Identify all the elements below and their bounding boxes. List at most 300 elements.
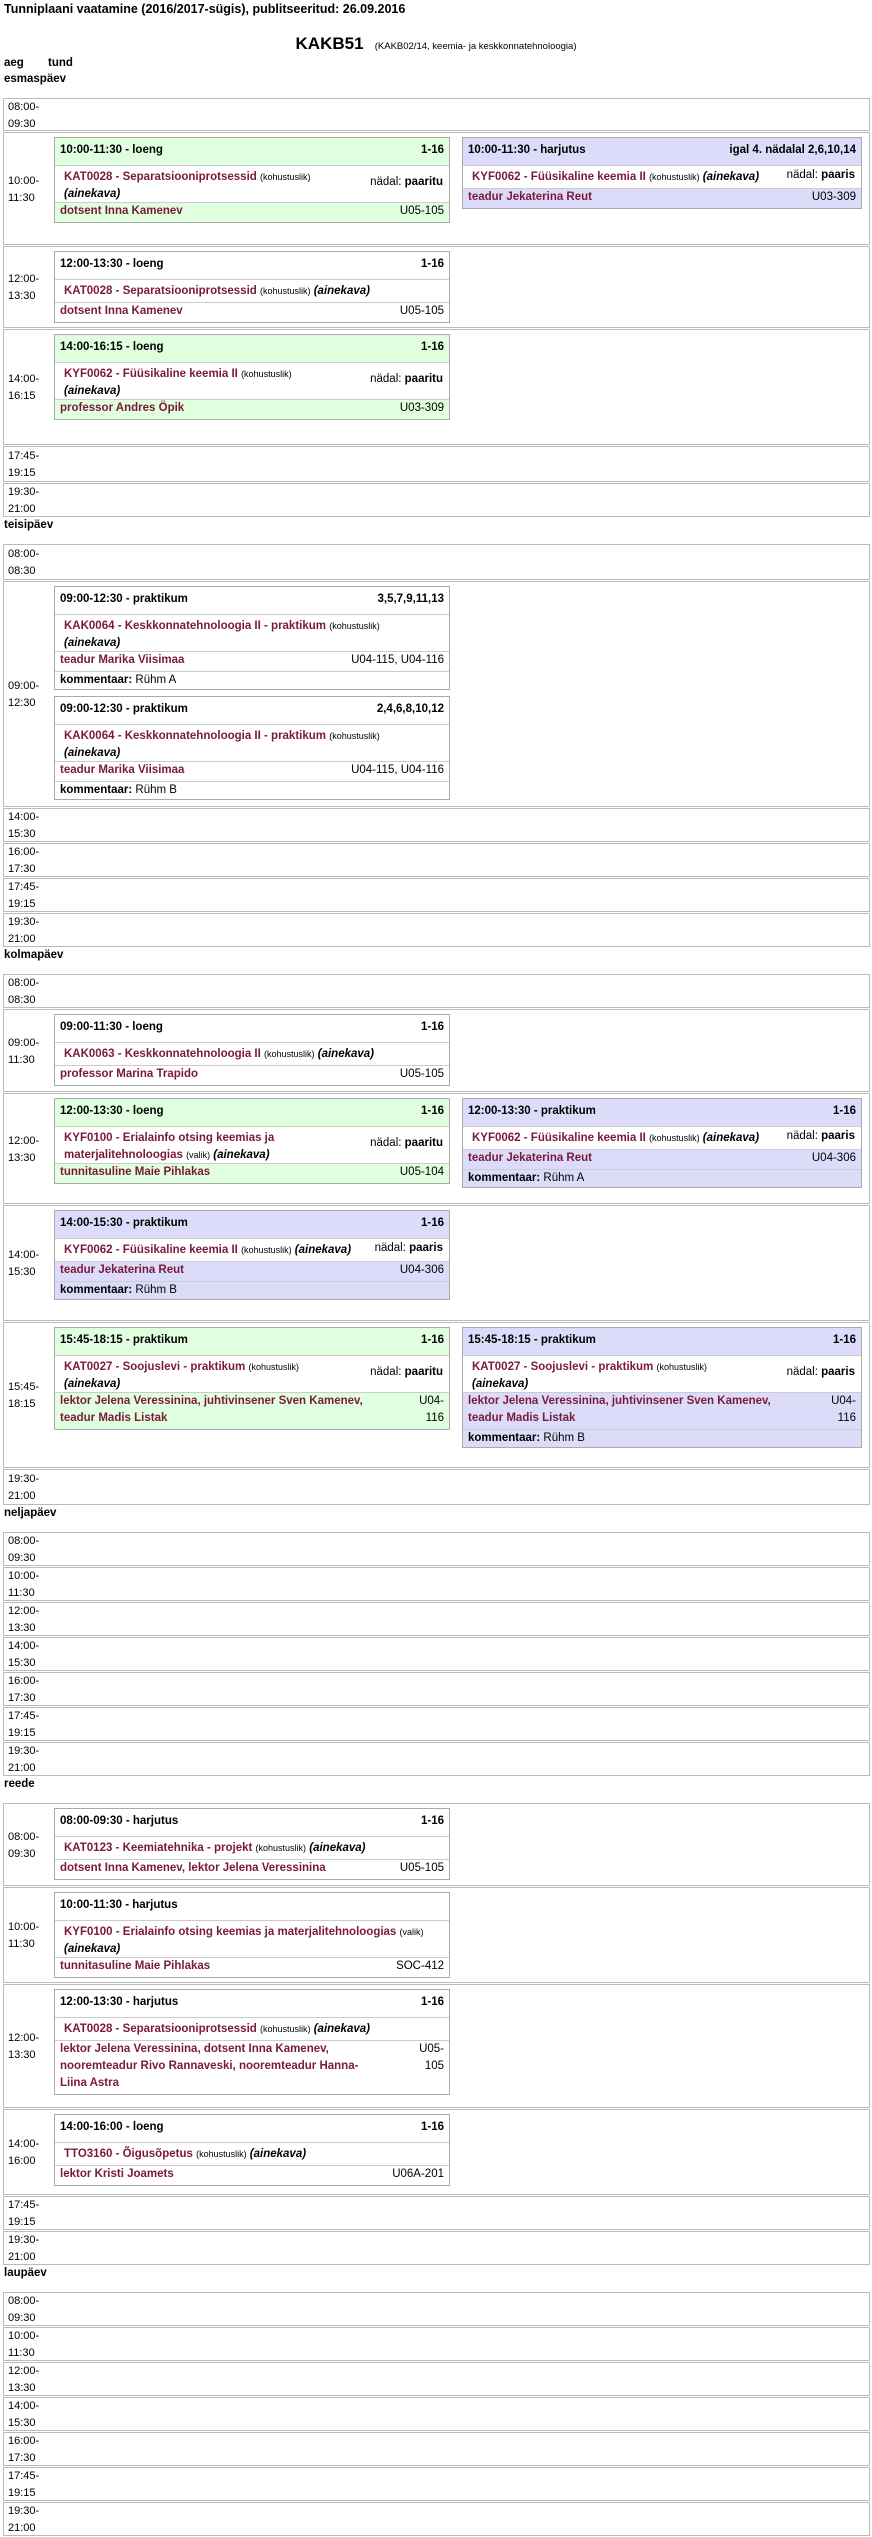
lesson-subject[interactable]: [64, 2021, 370, 2038]
time-slot-label: [8, 1708, 39, 1742]
lesson-time-type: 09:00-12:30 - praktikum: [60, 593, 188, 605]
time-slot-row: [3, 1532, 870, 1566]
lesson-subject-row: [55, 1355, 449, 1393]
week-parity: [370, 373, 443, 385]
time-slot-label: [8, 1673, 39, 1707]
time-slot-row: [3, 1205, 870, 1321]
time-slot-label: [8, 448, 39, 482]
time-slot-row: [3, 329, 870, 445]
ainekava-link[interactable]: (ainekava): [64, 747, 121, 759]
room-code: U04-: [831, 1395, 856, 1407]
time-slot-part: 16:15: [8, 390, 36, 402]
subject-requirement: (kohustuslik): [656, 1362, 708, 1372]
time-slot-part: 21:00: [8, 503, 36, 515]
teacher-name[interactable]: teadur Madis Listak: [468, 1412, 576, 1424]
lesson-room: [831, 1393, 856, 1427]
lesson-room: [400, 400, 444, 417]
week-parity-value: paaris: [821, 1130, 855, 1142]
lesson-card[interactable]: [54, 334, 450, 420]
lesson-time-type: 15:45-18:15 - praktikum: [60, 1334, 188, 1346]
lesson-teacher[interactable]: [468, 189, 592, 206]
time-slot-row: [3, 2397, 870, 2431]
lesson-teacher-row: [55, 652, 449, 671]
ainekava-link[interactable]: (ainekava): [702, 171, 760, 183]
comment-value: Rühm B: [543, 1432, 585, 1444]
time-slot-label: [8, 2503, 39, 2537]
day-label: reede: [4, 1778, 35, 1790]
room-code: SOC-412: [396, 1960, 444, 1972]
subject-code-name[interactable]: KYF0100 - Erialainfo otsing keemias ja: [64, 1132, 275, 1144]
lesson-card[interactable]: [462, 1098, 862, 1188]
ainekava-link[interactable]: (ainekava): [64, 1378, 121, 1390]
page-header: [0, 0, 872, 75]
time-slot-row: [3, 483, 870, 517]
lesson-time-type: 12:00-13:30 - loeng: [60, 258, 164, 270]
time-slot-row: [3, 974, 870, 1008]
lesson-header: [55, 335, 449, 362]
lesson-subject[interactable]: [472, 1130, 759, 1147]
lesson-comment: [463, 1429, 861, 1447]
teacher-name[interactable]: professor Marina Trapido: [60, 1068, 199, 1080]
time-slot-part: 16:00: [8, 2155, 36, 2167]
time-slot-row: [3, 1637, 870, 1671]
time-slot-label: [8, 1247, 39, 1281]
day-label: teisipäev: [4, 519, 54, 531]
room-code: U05-105: [399, 305, 444, 317]
time-slot-part: 12:00-: [8, 2365, 40, 2377]
room-code: U04-306: [811, 1152, 856, 1164]
teacher-name[interactable]: tunnitasuline Maie Pihlakas: [60, 1166, 211, 1178]
lesson-card[interactable]: [54, 1989, 450, 2095]
lesson-weeks: 1-16: [832, 1105, 856, 1117]
lesson-subject[interactable]: [64, 1046, 374, 1063]
week-parity-label: nädal:: [786, 169, 822, 181]
lesson-room: [396, 1958, 444, 1975]
time-slot-label: [8, 2328, 39, 2362]
time-slot-part: 17:45-: [8, 1710, 40, 1722]
time-slot-part: 19:15: [8, 2487, 36, 2499]
lesson-teacher[interactable]: [60, 1066, 198, 1083]
lesson-teacher-row: [463, 1393, 861, 1429]
teacher-name[interactable]: teadur Jekaterina Reut: [468, 191, 592, 203]
lesson-room: [351, 652, 444, 669]
time-slot-part: 14:00-: [8, 1640, 40, 1652]
subject-code-name[interactable]: KYF0062 - Füüsikaline keemia II: [64, 368, 238, 380]
lesson-weeks: 1-16: [420, 1021, 444, 1033]
lesson-subject-row: [463, 1126, 861, 1150]
comment-label: kommentaar:: [60, 784, 136, 796]
subject-requirement: (kohustuslik): [329, 731, 380, 741]
lesson-header: [55, 1893, 449, 1920]
time-slot-label: [8, 1743, 39, 1777]
lesson-subject-row: [55, 1836, 449, 1860]
time-slot-label: [8, 546, 39, 580]
time-slot-part: 15:30: [8, 1657, 36, 1669]
lesson-card[interactable]: [462, 137, 862, 209]
time-slot-part: 08:00-: [8, 548, 40, 560]
subject-code-name[interactable]: KYF0062 - Füüsikaline keemia II: [472, 1132, 646, 1144]
lesson-subject[interactable]: [64, 728, 380, 762]
lesson-time-type: 14:00-15:30 - praktikum: [60, 1217, 188, 1229]
time-slot-row: [3, 1984, 870, 2108]
teacher-name[interactable]: lektor Jelena Veressinina, juhtivinsener Sven Kamenev,: [60, 1395, 363, 1407]
time-slot-part: 14:00-: [8, 2400, 40, 2412]
subject-code-name[interactable]: KAK0064 - Keskkonnatehnoloogia II - praktikum: [64, 620, 327, 632]
subject-code-name[interactable]: TTO3160 - Õigusõpetus: [64, 2148, 193, 2160]
lesson-teacher[interactable]: [60, 1958, 210, 1975]
teacher-name[interactable]: tunnitasuline Maie Pihlakas: [60, 1960, 211, 1972]
lesson-room: [400, 1066, 444, 1083]
teacher-name[interactable]: lektor Kristi Joamets: [60, 2168, 174, 2180]
week-parity-value: paaris: [821, 1366, 855, 1378]
time-slot-part: 17:45-: [8, 881, 40, 893]
lesson-teacher[interactable]: [468, 1150, 592, 1167]
week-parity: [787, 169, 855, 181]
lesson-subject[interactable]: [64, 1242, 351, 1259]
time-slot-part: 11:30: [8, 1587, 35, 1599]
room-code: U05-105: [399, 1862, 444, 1874]
lesson-teacher[interactable]: [60, 652, 184, 669]
lesson-weeks: 1-16: [420, 2121, 444, 2133]
lesson-room: [419, 1393, 444, 1427]
lesson-subject[interactable]: [64, 1924, 424, 1958]
page-title: Tunniplaani vaatamine (2016/2017-sügis), publitseeritud: 26.09.2016: [4, 2, 406, 16]
lesson-subject[interactable]: [64, 283, 370, 300]
lesson-subject[interactable]: [472, 1359, 707, 1393]
day-label: laupäev: [4, 2267, 47, 2279]
lesson-teacher[interactable]: [60, 203, 183, 220]
subject-code-name[interactable]: KAT0027 - Soojuslevi - praktikum: [472, 1361, 654, 1373]
lesson-teacher-row: [55, 762, 449, 781]
time-slot-part: 19:15: [8, 898, 36, 910]
subject-requirement: (kohustuslik): [649, 1133, 700, 1143]
time-slot-part: 19:30-: [8, 2234, 40, 2246]
lesson-subject[interactable]: [64, 169, 311, 203]
lesson-card[interactable]: [54, 2114, 450, 2186]
subject-requirement: (kohustuslik): [255, 1843, 307, 1853]
time-slot-row: [3, 98, 870, 131]
time-slot-row: [3, 1887, 870, 1983]
lesson-subject-row: [55, 2017, 449, 2041]
time-slot-label: [8, 678, 39, 712]
time-slot-part: 15:30: [8, 2417, 36, 2429]
lesson-card[interactable]: [54, 586, 450, 690]
lesson-teacher[interactable]: [468, 1393, 771, 1427]
lesson-time-type: 10:00-11:30 - harjutus: [468, 144, 586, 156]
lesson-time-type: 10:00-11:30 - loeng: [60, 144, 163, 156]
time-slot-label: [8, 484, 39, 518]
teacher-name[interactable]: dotsent Inna Kamenev: [60, 305, 183, 317]
subject-code-name[interactable]: KAT0027 - Soojuslevi - praktikum: [64, 1361, 246, 1373]
time-slot-row: [3, 132, 870, 245]
week-parity-label: nädal:: [370, 1137, 405, 1149]
time-slot-label: [8, 2363, 39, 2397]
lesson-subject[interactable]: [64, 618, 380, 652]
time-slot-row: [3, 1093, 870, 1204]
ainekava-link[interactable]: (ainekava): [294, 1244, 352, 1256]
time-slot-row: [3, 2327, 870, 2361]
time-slot-part: 19:30-: [8, 1473, 40, 1485]
lesson-weeks: 1-16: [420, 1105, 444, 1117]
time-slot-part: 10:00-: [8, 1921, 40, 1933]
lesson-teacher-row: [55, 1958, 449, 1977]
lesson-room: [812, 189, 856, 206]
ainekava-link[interactable]: (ainekava): [472, 1378, 529, 1390]
room-code: U05-104: [399, 1166, 444, 1178]
room-code: U04-306: [399, 1264, 444, 1276]
day-label: kolmapäev: [4, 949, 64, 961]
lesson-room: [400, 203, 444, 220]
week-parity-label: nädal:: [370, 1366, 405, 1378]
ainekava-link[interactable]: (ainekava): [309, 1842, 366, 1854]
ainekava-link[interactable]: (ainekava): [213, 1149, 270, 1161]
lesson-teacher-row: [55, 400, 449, 419]
time-slot-row: [3, 1707, 870, 1741]
lesson-card[interactable]: [54, 696, 450, 800]
teacher-name[interactable]: professor Andres Öpik: [60, 402, 185, 414]
time-slot-part: 16:00-: [8, 1675, 40, 1687]
subject-code-name[interactable]: KAT0028 - Separatsiooniprotsessid: [64, 285, 257, 297]
time-slot-part: 16:00-: [8, 2435, 40, 2447]
teacher-name[interactable]: lektor Jelena Veressinina, dotsent Inna Kamenev,: [60, 2043, 329, 2055]
lesson-subject-row: [55, 1042, 449, 1066]
time-slot-part: 21:00: [8, 2251, 36, 2263]
time-slot-label: [8, 914, 39, 948]
time-slot-part: 13:30: [8, 290, 36, 302]
lesson-teacher[interactable]: [60, 1393, 363, 1427]
lesson-teacher-row: [55, 1262, 449, 1281]
teacher-name[interactable]: teadur Marika Viisimaa: [60, 654, 185, 666]
lesson-header: [463, 138, 861, 165]
comment-value: Rühm B: [135, 784, 177, 796]
lesson-subject[interactable]: [64, 2146, 306, 2163]
lesson-subject[interactable]: [64, 1130, 274, 1164]
time-slot-part: 10:00-: [8, 2330, 40, 2342]
week-parity: [370, 1366, 443, 1378]
week-parity: [370, 176, 443, 188]
time-slot-row: [3, 246, 870, 328]
lesson-subject-row: [55, 1126, 449, 1164]
room-code: U04-115, U04-116: [351, 654, 444, 666]
time-slot-label: [8, 1919, 39, 1953]
lesson-time-type: 15:45-18:15 - praktikum: [468, 1334, 596, 1346]
lesson-teacher[interactable]: [60, 1164, 210, 1181]
lesson-teacher-row: [55, 1066, 449, 1085]
time-slot-part: 21:00: [8, 1762, 36, 1774]
lesson-teacher-row: [55, 203, 449, 222]
ainekava-link[interactable]: (ainekava): [702, 1132, 760, 1144]
subject-code-name[interactable]: KAT0028 - Separatsiooniprotsessid: [64, 2023, 257, 2035]
lesson-weeks: 1-16: [420, 144, 444, 156]
time-slot-part: 15:45-: [8, 1381, 40, 1393]
comment-label: kommentaar:: [60, 1284, 136, 1296]
time-slot-part: 08:00-: [8, 2295, 40, 2307]
day-label: neljapäev: [4, 1507, 57, 1519]
lesson-teacher[interactable]: [60, 2166, 174, 2183]
time-slot-part: 19:15: [8, 1727, 36, 1739]
week-parity: [787, 1366, 855, 1378]
time-slot-part: 14:00-: [8, 811, 40, 823]
lesson-card[interactable]: [54, 1892, 450, 1978]
time-slot-row: [3, 2502, 870, 2536]
class-title-line: [0, 34, 872, 54]
ainekava-link[interactable]: (ainekava): [313, 285, 370, 297]
lesson-subject-row: [55, 1238, 449, 1262]
lesson-room: [400, 1262, 444, 1279]
week-parity-label: nädal:: [370, 373, 405, 385]
ainekava-link[interactable]: (ainekava): [249, 2148, 307, 2160]
lesson-subject[interactable]: [472, 169, 759, 186]
lesson-card[interactable]: [54, 137, 450, 223]
room-code: U03-309: [811, 191, 856, 203]
subject-code-name[interactable]: KAK0064 - Keskkonnatehnoloogia II - praktikum: [64, 730, 327, 742]
ainekava-link[interactable]: (ainekava): [64, 1943, 121, 1955]
time-slot-part: 14:00-: [8, 1249, 40, 1261]
comment-value: Rühm A: [543, 1172, 585, 1184]
time-slot-row: [3, 2196, 870, 2230]
lesson-room: [392, 2166, 444, 2183]
week-parity-label: nädal:: [370, 176, 405, 188]
time-slot-row: [3, 1567, 870, 1601]
lesson-teacher[interactable]: [60, 400, 184, 417]
time-slot-label: [8, 2136, 39, 2170]
lesson-card[interactable]: [54, 1210, 450, 1300]
lesson-header: [55, 697, 449, 724]
lesson-teacher[interactable]: [60, 1860, 326, 1877]
teacher-name[interactable]: teadur Jekaterina Reut: [468, 1152, 592, 1164]
subject-code-name[interactable]: KAT0123 - Keemiatehnika - projekt: [64, 1842, 253, 1854]
lesson-room: [400, 1164, 444, 1181]
teacher-name[interactable]: teadur Jekaterina Reut: [60, 1264, 184, 1276]
lesson-card[interactable]: [54, 251, 450, 323]
time-slot-part: 17:45-: [8, 2470, 40, 2482]
week-parity: [370, 1137, 443, 1149]
time-slot-label: [8, 99, 39, 133]
room-code: U03-309: [399, 402, 444, 414]
lesson-teacher[interactable]: [60, 2041, 358, 2092]
week-parity-value: paaris: [409, 1242, 443, 1254]
teacher-name[interactable]: teadur Madis Listak: [60, 1412, 168, 1424]
lesson-subject[interactable]: [64, 1359, 299, 1393]
time-slot-label: [8, 975, 39, 1009]
column-header-aeg: aeg: [4, 57, 24, 69]
time-slot-part: 17:45-: [8, 450, 40, 462]
time-slot-row: [3, 1009, 870, 1092]
time-slot-label: [8, 1568, 39, 1602]
class-code: KAKB51: [295, 34, 364, 53]
lesson-subject[interactable]: [64, 366, 292, 400]
time-slot-part: 21:00: [8, 1490, 36, 1502]
time-slot-label: [8, 1533, 39, 1567]
time-slot-part: 16:00-: [8, 846, 40, 858]
lesson-card[interactable]: [54, 1808, 450, 1880]
lesson-header: [463, 1328, 861, 1355]
ainekava-link[interactable]: (ainekava): [64, 385, 121, 397]
time-slot-part: 17:30: [8, 2452, 36, 2464]
lesson-subject-row: [463, 165, 861, 189]
subject-code-name[interactable]: KYF0100 - Erialainfo otsing keemias ja materjalitehnoloogias: [64, 1926, 397, 1938]
teacher-name[interactable]: Liina Astra: [60, 2077, 120, 2089]
time-slot-part: 13:30: [8, 2049, 36, 2061]
time-slot-part: 19:15: [8, 2216, 36, 2228]
subject-code-name[interactable]: KAT0028 - Separatsiooniprotsessid: [64, 171, 257, 183]
subject-requirement: (kohustuslik): [264, 1049, 315, 1059]
teacher-name[interactable]: dotsent Inna Kamenev, lektor Jelena Veressinina: [60, 1862, 326, 1874]
teacher-name[interactable]: lektor Jelena Veressinina, juhtivinsener Sven Kamenev,: [468, 1395, 771, 1407]
room-code: U04-115, U04-116: [351, 764, 444, 776]
time-slot-part: 11:30: [8, 191, 35, 204]
teacher-name[interactable]: nooremteadur Rivo Rannaveski, nooremteadur Hanna-: [60, 2060, 359, 2072]
lesson-card[interactable]: [462, 1327, 862, 1448]
ainekava-link[interactable]: (ainekava): [317, 1048, 375, 1060]
teacher-name[interactable]: teadur Marika Viisimaa: [60, 764, 185, 776]
column-header-tund: tund: [48, 57, 73, 69]
lesson-subject-row: [463, 1355, 861, 1393]
teacher-name[interactable]: dotsent Inna Kamenev: [60, 205, 183, 217]
subject-code-name-cont[interactable]: materjalitehnoloogias: [64, 1149, 183, 1161]
lesson-subject-row: [55, 362, 449, 400]
lesson-subject[interactable]: [64, 1840, 366, 1857]
lesson-header: [55, 1328, 449, 1355]
time-slot-part: 09:30: [8, 2312, 36, 2324]
time-slot-label: [8, 1603, 39, 1637]
lesson-teacher-row: [55, 2166, 449, 2185]
lesson-header: [55, 2115, 449, 2142]
time-slot-part: 12:00-: [8, 273, 40, 285]
subject-code-name[interactable]: KYF0062 - Füüsikaline keemia II: [64, 1244, 238, 1256]
ainekava-link[interactable]: (ainekava): [313, 2023, 370, 2035]
time-slot-part: 09:30: [8, 117, 36, 130]
lesson-weeks: 3,5,7,9,11,13: [377, 593, 444, 605]
lesson-teacher[interactable]: [60, 762, 184, 779]
lesson-card[interactable]: [54, 1327, 450, 1430]
lesson-teacher[interactable]: [60, 1262, 184, 1279]
subject-requirement: (valik): [399, 1927, 424, 1937]
ainekava-link[interactable]: (ainekava): [64, 637, 121, 649]
lesson-card[interactable]: [54, 1098, 450, 1184]
time-slot-row: [3, 1469, 870, 1505]
time-slot-label: [8, 879, 39, 913]
time-slot-part: 19:30-: [8, 1745, 40, 1757]
time-slot-part: 08:00-: [8, 1830, 40, 1843]
time-slot-label: [8, 2433, 39, 2467]
room-code: 116: [425, 1412, 444, 1424]
room-code: U05-: [419, 2043, 444, 2055]
lesson-time-type: 08:00-09:30 - harjutus: [60, 1815, 179, 1827]
time-slot-row: [3, 878, 870, 912]
week-parity-label: nädal:: [786, 1130, 822, 1142]
lesson-teacher[interactable]: [60, 303, 183, 320]
lesson-header: [55, 1809, 449, 1836]
time-slot-part: 19:30-: [8, 916, 40, 928]
lesson-teacher-row: [55, 1393, 449, 1429]
time-slot-row: [3, 1742, 870, 1776]
lesson-comment: [55, 781, 449, 799]
lesson-card[interactable]: [54, 1014, 450, 1086]
subject-code-name[interactable]: KYF0062 - Füüsikaline keemia II: [472, 171, 646, 183]
comment-value: Rühm A: [135, 674, 177, 686]
time-slot-label: [8, 2197, 39, 2231]
subject-code-name[interactable]: KAK0063 - Keskkonnatehnoloogia II: [64, 1048, 261, 1060]
time-slot-part: 17:45-: [8, 2199, 40, 2211]
subject-requirement: (kohustuslik): [241, 369, 292, 379]
lesson-header: [55, 1015, 449, 1042]
room-code: 116: [837, 1412, 856, 1424]
time-slot-part: 09:00-: [8, 680, 40, 692]
lesson-room: [812, 1150, 856, 1167]
ainekava-link[interactable]: (ainekava): [64, 188, 121, 200]
lesson-teacher-row: [463, 1150, 861, 1169]
